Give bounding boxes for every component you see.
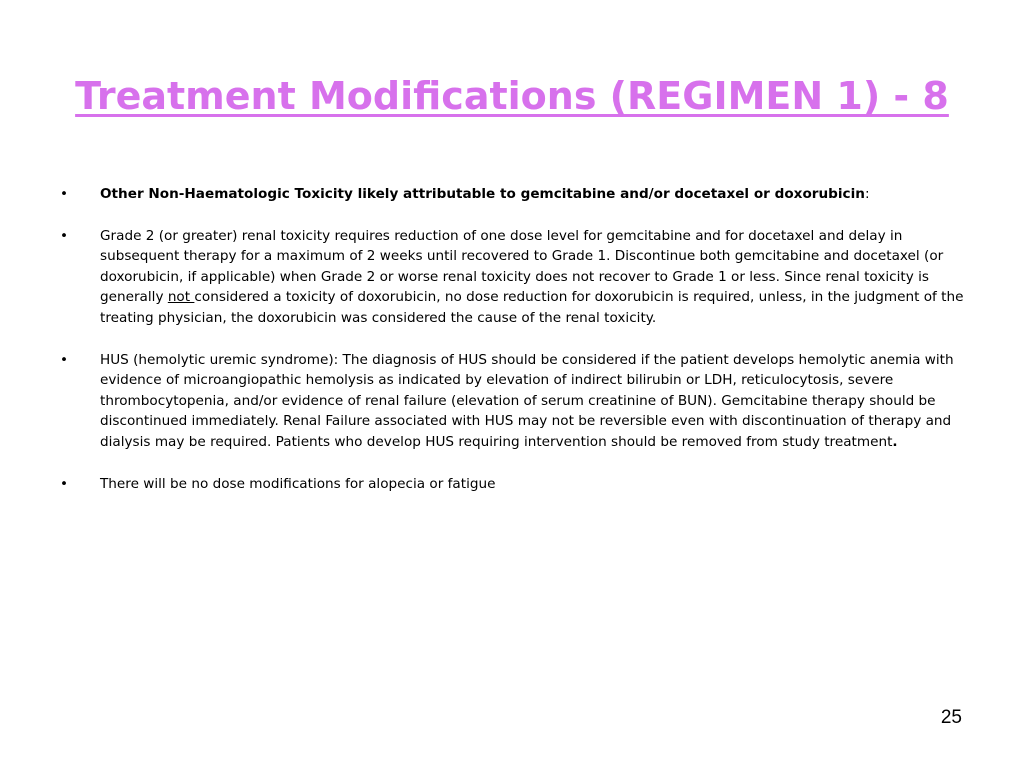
page-number: 25 xyxy=(940,707,962,728)
bullet-heading: Other Non-Haematologic Toxicity likely attributable to gemcitabine and/or docetaxel or doxorubicin xyxy=(100,186,865,202)
bullet-period: . xyxy=(892,433,898,450)
bullet-text: HUS (hemolytic uremic syndrome): The diagnosis of HUS should be considered if the patient develops hemolytic anemia with evidence of microangiopathic hemolysis as indicated by elevation of indirect bilirubin or LDH, reticulocytosis, severe thrombocytopenia, and/or evidence of renal failure (elevation of serum creatinine of BUN). Gemcitabine therapy should be discontinued immediately. Renal Failure associated with HUS may not be reversible even with discontinuation of therapy and dialysis may be required. Patients who develop HUS requiring intervention should be removed from study treatment xyxy=(100,351,954,450)
slide-title: Treatment Modifications (REGIMEN 1) - 8 xyxy=(75,74,949,118)
bullet-underlined-text: not xyxy=(167,289,195,306)
bullet-item xyxy=(60,184,970,205)
bullet-item xyxy=(60,350,970,453)
bullet-text-part: Grade 2 (or greater) renal toxicity requires reduction of one dose level for gemcitabine and for docetaxel and delay in subsequent therapy for a maximum of 2 weeks until recovered to Grade 1. Discontinue both gemcitabine and docetaxel (or doxorubicin, if applicable) when Grade 2 or worse renal toxicity does not recover to Grade 1 or less. Since renal toxicity is generally xyxy=(100,227,944,306)
bullet-text-part: considered a toxicity of doxorubicin, no dose reduction for doxorubicin is required, unless, in the judgment of the treating physician, the doxorubicin was considered the cause of the renal toxicity. xyxy=(100,289,964,326)
bullet-heading-colon: : xyxy=(864,186,870,202)
bullet-item xyxy=(60,226,970,329)
bullet-item xyxy=(60,474,970,495)
bullet-list xyxy=(60,184,970,515)
bullet-text: There will be no dose modifications for alopecia or fatigue xyxy=(100,475,496,492)
bullet-marker: • xyxy=(60,475,69,492)
bullet-marker: • xyxy=(60,227,69,244)
bullet-marker: • xyxy=(60,186,69,202)
bullet-marker: • xyxy=(60,351,69,368)
